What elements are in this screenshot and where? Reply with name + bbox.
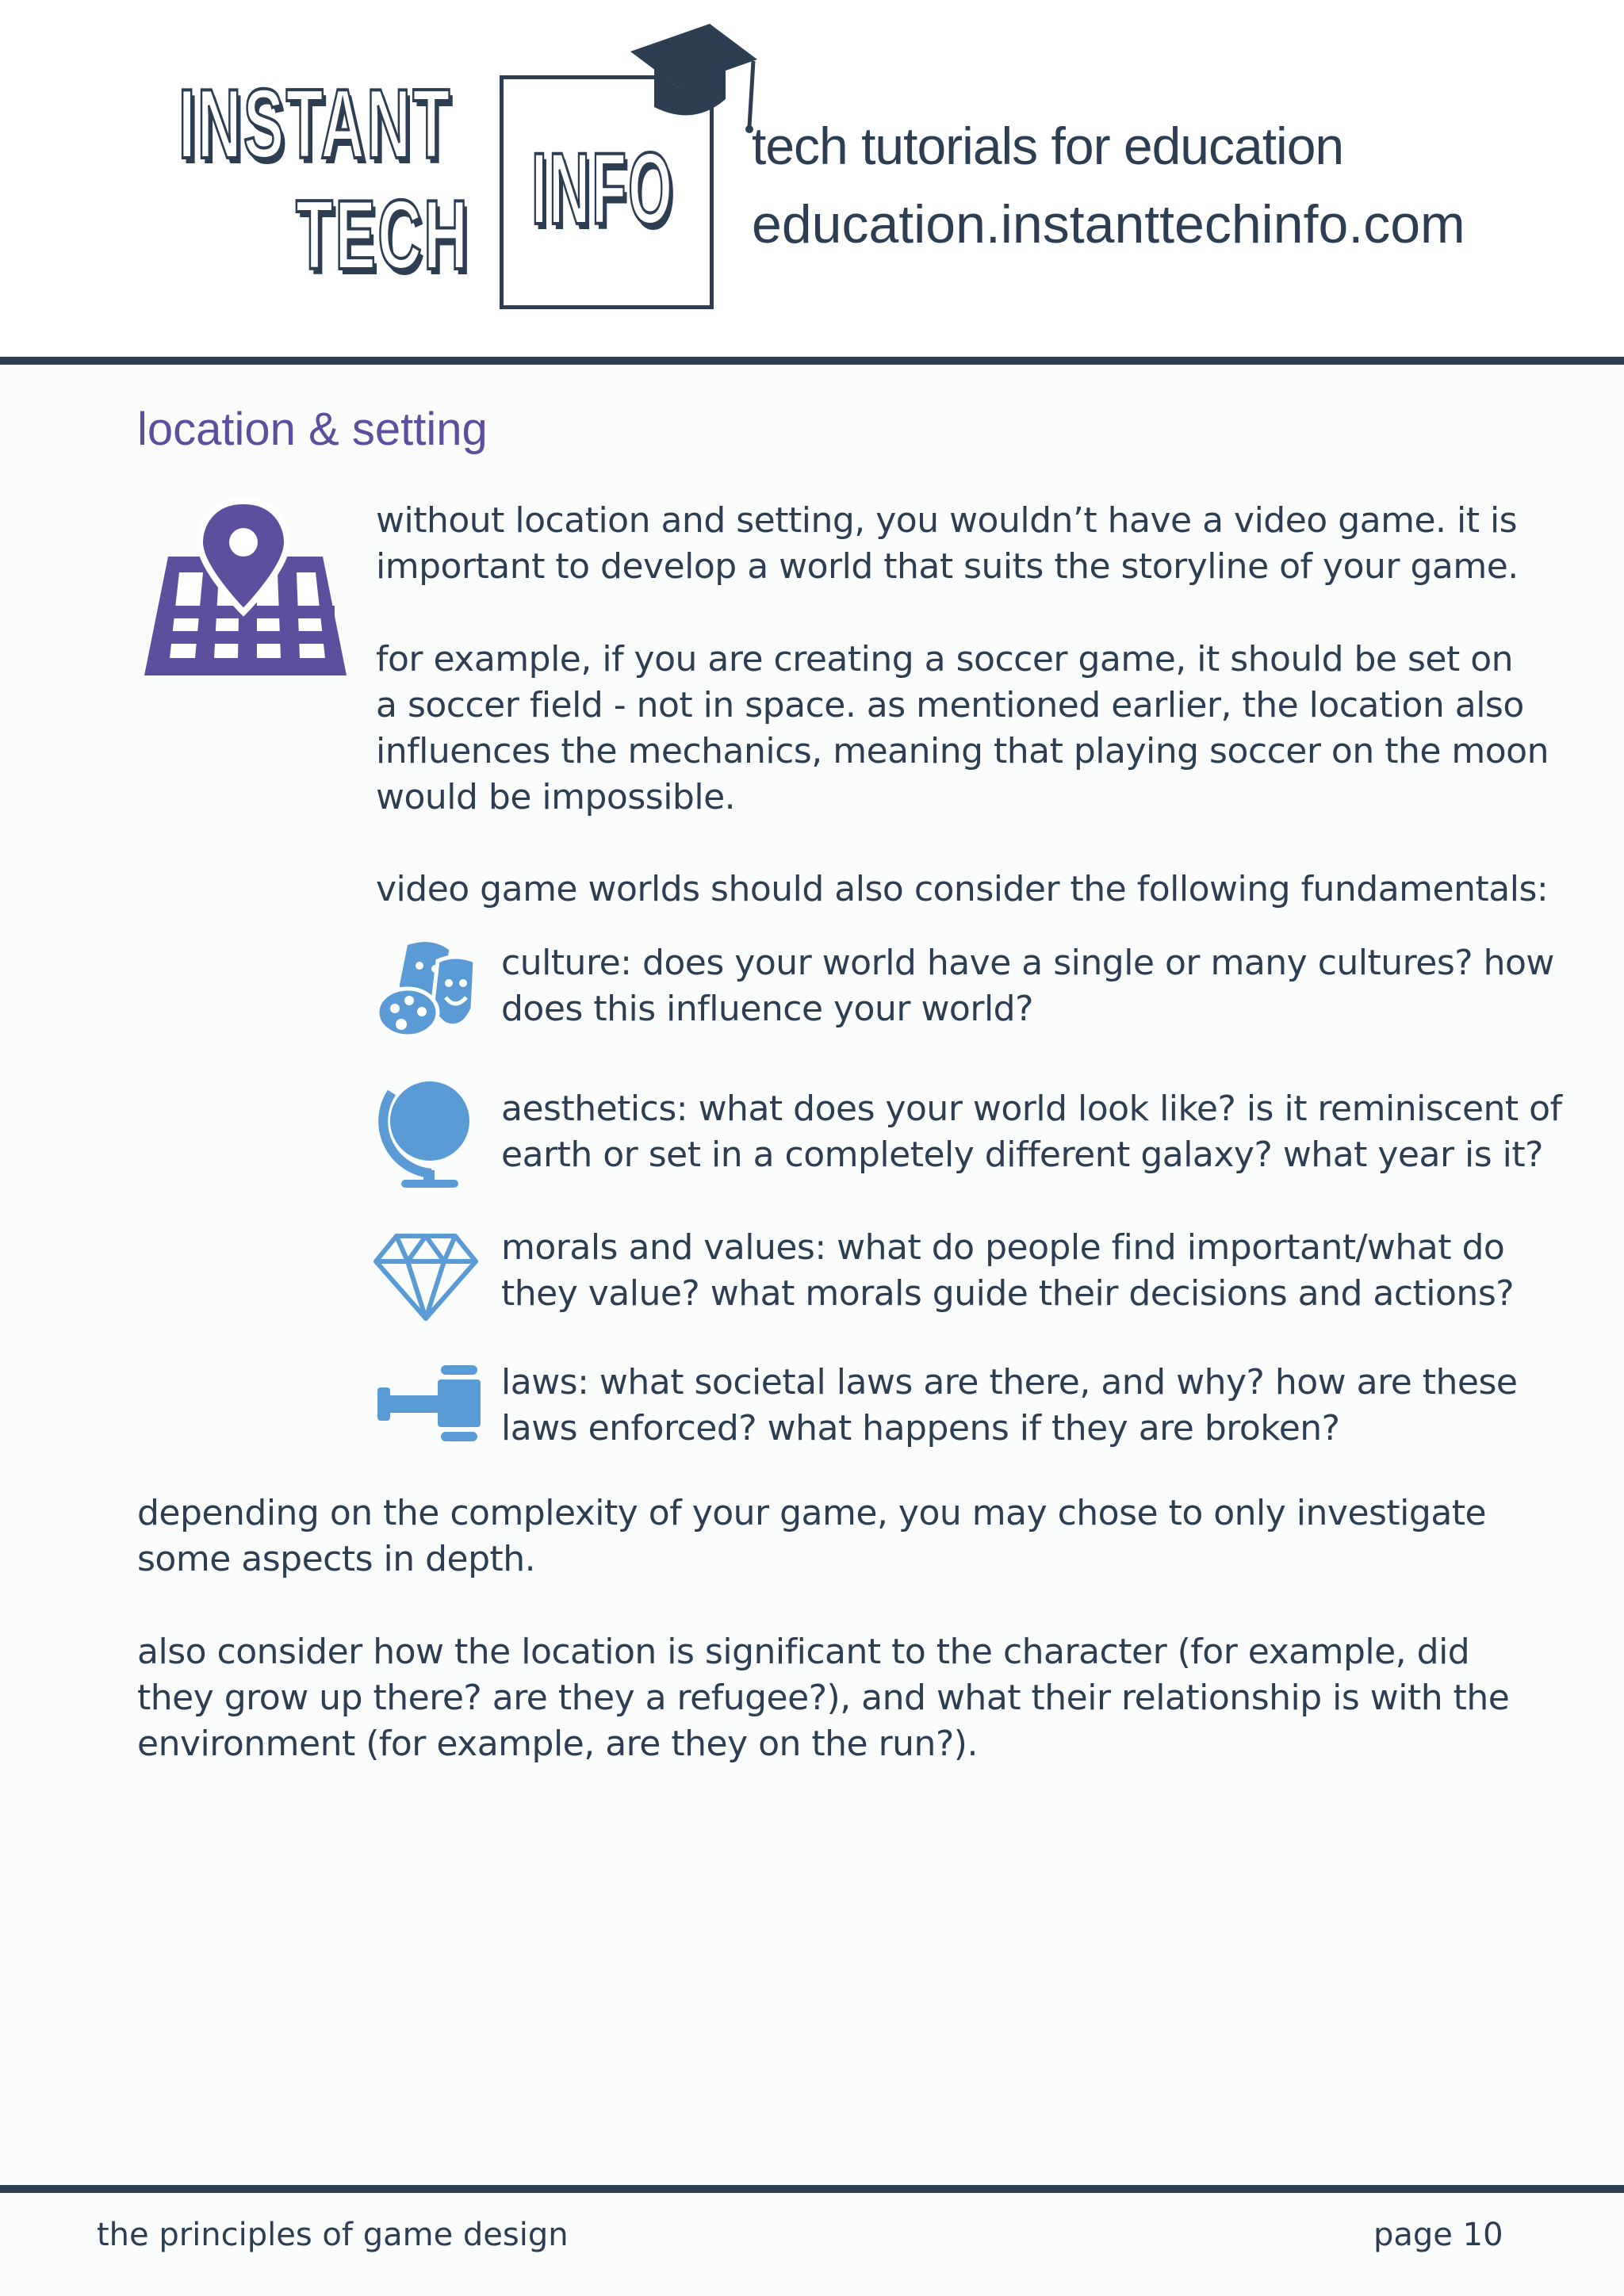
logo-word-instant: INSTANT (178, 70, 452, 179)
header-divider (0, 357, 1624, 365)
text-line: earth or set in a completely different galaxy? what year is it? (501, 1135, 1544, 1175)
text-line: also consider how the location is significant to the character (for example, did (137, 1632, 1470, 1672)
text-line: aesthetics: what does your world look like? is it reminiscent of (501, 1089, 1562, 1129)
example-paragraph (376, 637, 1549, 821)
tagline: tech tutorials for education (752, 117, 1344, 175)
fundamental-morals (501, 1225, 1514, 1317)
site-url: education.instanttechinfo.com (752, 194, 1465, 254)
text-line: a soccer field - not in space. as mentioned earlier, the location also (376, 685, 1524, 725)
text-line: important to develop a world that suits the storyline of your game. (376, 546, 1519, 587)
complexity-paragraph (137, 1490, 1486, 1582)
text-line: morals and values: what do people find important/what do (501, 1227, 1505, 1268)
map-pin-icon (136, 493, 350, 682)
text-line: video game worlds should also consider the following fundamentals: (376, 869, 1549, 909)
fundamental-aesthetics (501, 1086, 1562, 1178)
section-heading: location & setting (137, 404, 488, 455)
fundamental-laws (501, 1360, 1517, 1452)
graduation-cap-icon (622, 20, 765, 139)
globe-icon (374, 1072, 477, 1189)
text-line: laws: what societal laws are there, and why? how are these (501, 1362, 1518, 1402)
footer-divider (0, 2185, 1624, 2193)
logo-word-tech: TECH (296, 181, 470, 290)
intro-paragraph (376, 498, 1519, 590)
text-line: without location and setting, you wouldn’t have a video game. it is (376, 500, 1518, 541)
fundamental-culture (501, 940, 1554, 1032)
diamond-icon (373, 1233, 479, 1322)
page-number: page 10 (1373, 2217, 1503, 2253)
character-paragraph (137, 1629, 1509, 1767)
text-line: environment (for example, are they on the run?). (137, 1724, 978, 1764)
fundamentals-intro (376, 867, 1548, 913)
text-line: for example, if you are creating a soccer game, it should be set on (376, 639, 1514, 679)
logo (178, 20, 765, 305)
text-line: influences the mechanics, meaning that playing soccer on the moon (376, 731, 1549, 771)
text-line: they value? what morals guide their decisions and actions? (501, 1273, 1515, 1314)
footer-title: the principles of game design (97, 2217, 569, 2253)
text-line: they grow up there? are they a refugee?), and what their relationship is with the (137, 1678, 1510, 1718)
page-header (0, 0, 1624, 357)
text-line: depending on the complexity of your game, you may chose to only investigate (137, 1493, 1487, 1533)
text-line: laws enforced? what happens if they are broken? (501, 1408, 1340, 1448)
text-line: does this influence your world? (501, 989, 1033, 1029)
text-line: some aspects in depth. (137, 1539, 536, 1579)
gavel-icon (374, 1365, 481, 1441)
text-line: would be impossible. (376, 777, 736, 817)
logo-word-info: INFO (531, 132, 675, 246)
theater-masks-icon (376, 937, 479, 1039)
text-line: culture: does your world have a single or many cultures? how (501, 943, 1554, 983)
